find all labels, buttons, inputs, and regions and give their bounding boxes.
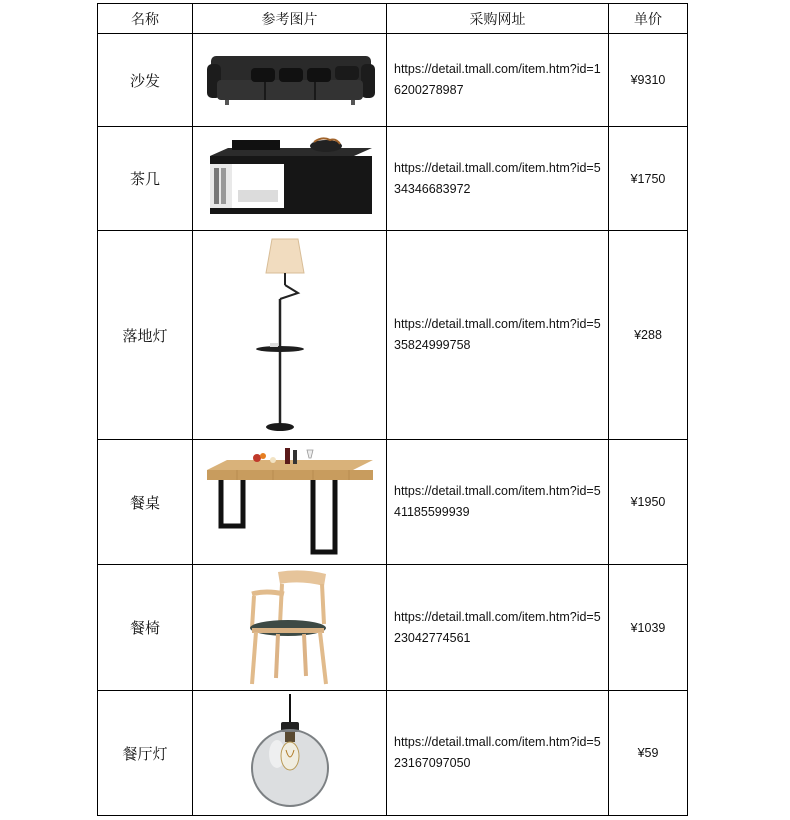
dining-table-icon <box>203 444 377 560</box>
table-row <box>98 34 688 127</box>
item-url[interactable]: https://detail.tmall.com/item.htm?id=534346683972 <box>387 127 609 231</box>
item-name: 茶几 <box>98 127 193 231</box>
header-name: 名称 <box>98 4 193 34</box>
item-url[interactable]: https://detail.tmall.com/item.htm?id=523167097050 <box>387 691 609 816</box>
table-row <box>98 440 688 565</box>
sofa-icon <box>199 50 381 110</box>
header-price: 单价 <box>609 4 688 34</box>
item-url[interactable]: https://detail.tmall.com/item.htm?id=523042774561 <box>387 565 609 691</box>
item-name: 餐椅 <box>98 565 193 691</box>
header-row <box>98 4 688 34</box>
item-price: ¥1950 <box>609 440 688 565</box>
item-image <box>193 127 387 231</box>
furniture-table <box>97 3 688 816</box>
item-name: 落地灯 <box>98 231 193 440</box>
pendant-lamp-icon <box>245 694 335 812</box>
coffee-table-icon <box>204 136 376 222</box>
item-image <box>193 231 387 440</box>
item-image <box>193 440 387 565</box>
table-row <box>98 231 688 440</box>
item-price: ¥9310 <box>609 34 688 127</box>
table-row <box>98 691 688 816</box>
header-url: 采购网址 <box>387 4 609 34</box>
item-price: ¥288 <box>609 231 688 440</box>
item-image <box>193 691 387 816</box>
table-row <box>98 127 688 231</box>
item-url[interactable]: https://detail.tmall.com/item.htm?id=535824999758 <box>387 231 609 440</box>
table-row <box>98 565 688 691</box>
item-price: ¥59 <box>609 691 688 816</box>
item-image <box>193 34 387 127</box>
item-image <box>193 565 387 691</box>
item-name: 餐厅灯 <box>98 691 193 816</box>
item-url[interactable]: https://detail.tmall.com/item.htm?id=16200278987 <box>387 34 609 127</box>
item-name: 餐桌 <box>98 440 193 565</box>
item-url[interactable]: https://detail.tmall.com/item.htm?id=541185599939 <box>387 440 609 565</box>
header-image: 参考图片 <box>193 4 387 34</box>
item-name: 沙发 <box>98 34 193 127</box>
item-price: ¥1039 <box>609 565 688 691</box>
dining-chair-icon <box>240 568 340 688</box>
item-price: ¥1750 <box>609 127 688 231</box>
floor-lamp-icon <box>250 235 330 435</box>
